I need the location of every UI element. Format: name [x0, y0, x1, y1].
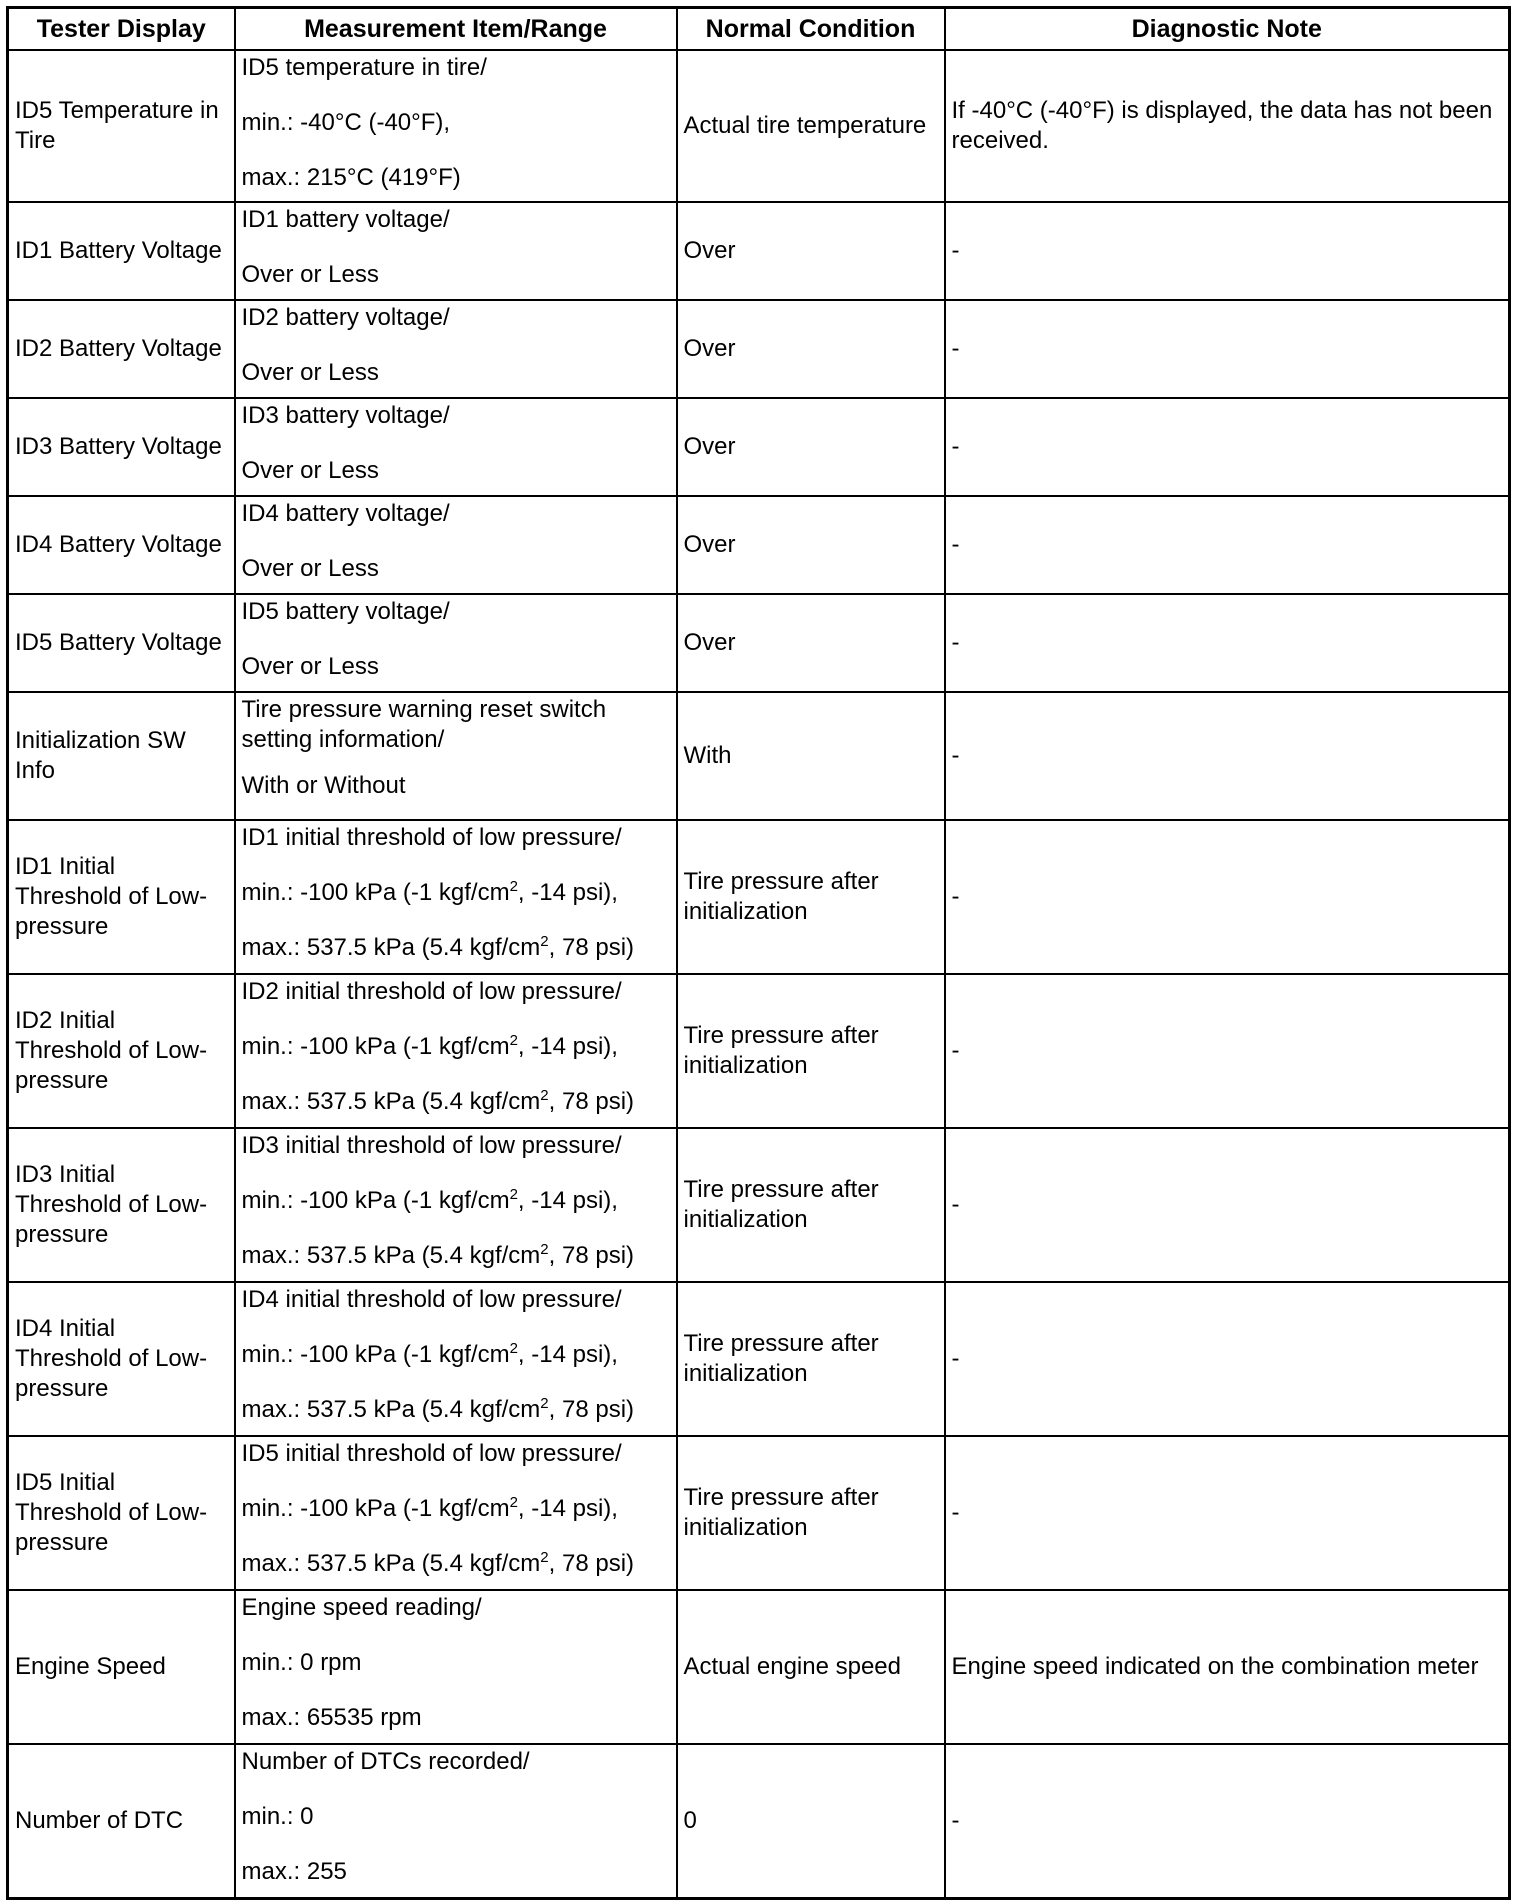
measurement-cell	[235, 692, 677, 820]
measurement-cell	[235, 594, 677, 692]
measurement-cell	[235, 1744, 677, 1899]
measurement-cell	[235, 50, 677, 202]
measurement-range: Over or Less	[241, 653, 379, 680]
measurement-range: Over or Less	[241, 555, 379, 582]
normal-condition-cell: Actual tire temperature	[677, 50, 945, 202]
measurement-cell	[235, 1282, 677, 1436]
tester-display-cell: ID2 Initial Threshold of Low-pressure	[8, 974, 235, 1128]
tester-display-cell: ID4 Initial Threshold of Low-pressure	[8, 1282, 235, 1436]
measurement-min: min.: -100 kPa (-1 kgf/$cm^2$, -14 psi),	[241, 1186, 618, 1214]
measurement-item: ID5 temperature in tire/	[241, 54, 487, 81]
measurement-item: Number of DTCs recorded/	[241, 1748, 530, 1775]
tester-display-cell: ID5 Initial Threshold of Low-pressure	[8, 1436, 235, 1590]
table-row	[8, 974, 1510, 1128]
table-row	[8, 820, 1510, 974]
tester-display-cell: ID1 Battery Voltage	[8, 202, 235, 300]
normal-condition-cell: Tire pressure after initialization	[677, 820, 945, 974]
measurement-cell	[235, 496, 677, 594]
normal-condition-cell: Actual engine speed	[677, 1590, 945, 1744]
measurement-item: ID3 initial threshold of low pressure/	[241, 1132, 622, 1159]
diagnostic-note-cell: -	[945, 1128, 1510, 1282]
table-row	[8, 1590, 1510, 1744]
normal-condition-cell: Tire pressure after initialization	[677, 974, 945, 1128]
table-row	[8, 692, 1510, 820]
tester-display-cell: Number of DTC	[8, 1744, 235, 1899]
measurement-item: Engine speed reading/	[241, 1594, 482, 1621]
measurement-cell	[235, 1436, 677, 1590]
diagnostic-note-cell: -	[945, 496, 1510, 594]
measurement-item: ID5 initial threshold of low pressure/	[241, 1440, 622, 1467]
tester-display-cell: ID2 Battery Voltage	[8, 300, 235, 398]
measurement-item: ID3 battery voltage/	[241, 402, 450, 429]
normal-condition-cell: Over	[677, 398, 945, 496]
measurement-min: min.: -100 kPa (-1 kgf/$cm^2$, -14 psi),	[241, 1340, 618, 1368]
measurement-range: With or Without	[241, 772, 406, 799]
measurement-range: Over or Less	[241, 457, 379, 484]
tester-display-cell: ID5 Temperature in Tire	[8, 50, 235, 202]
header-row	[8, 8, 1510, 51]
normal-condition-cell: 0	[677, 1744, 945, 1899]
table-row	[8, 1282, 1510, 1436]
measurement-item: Tire pressure warning reset switch setting information/	[241, 696, 607, 753]
normal-condition-cell: Tire pressure after initialization	[677, 1282, 945, 1436]
diagnostic-note-cell: -	[945, 1436, 1510, 1590]
measurement-max: max.: 537.5 kPa (5.4 kgf/$cm^2$, 78 psi)	[241, 1395, 635, 1423]
measurement-range: Over or Less	[241, 261, 379, 288]
table-row	[8, 398, 1510, 496]
measurement-item: ID1 battery voltage/	[241, 206, 450, 233]
normal-condition-cell: With	[677, 692, 945, 820]
diagnostic-note-cell: -	[945, 1282, 1510, 1436]
diagnostic-note-cell: -	[945, 692, 1510, 820]
table-row	[8, 1128, 1510, 1282]
tester-display-cell: ID3 Battery Voltage	[8, 398, 235, 496]
tester-display-cell: Engine Speed	[8, 1590, 235, 1744]
normal-condition-cell: Tire pressure after initialization	[677, 1128, 945, 1282]
header-normal-condition: Normal Condition	[677, 8, 945, 51]
diagnostic-note-cell: -	[945, 594, 1510, 692]
measurement-max: max.: 255	[241, 1858, 347, 1885]
measurement-min: min.: 0	[241, 1803, 314, 1830]
tester-display-cell: ID5 Battery Voltage	[8, 594, 235, 692]
measurement-min: min.: -100 kPa (-1 kgf/$cm^2$, -14 psi),	[241, 878, 618, 906]
measurement-max: max.: 537.5 kPa (5.4 kgf/$cm^2$, 78 psi)	[241, 1549, 635, 1577]
diagnostic-note-cell: -	[945, 202, 1510, 300]
measurement-cell	[235, 1590, 677, 1744]
measurement-item: ID4 battery voltage/	[241, 500, 450, 527]
measurement-item: ID2 initial threshold of low pressure/	[241, 978, 622, 1005]
table-row	[8, 300, 1510, 398]
table-row	[8, 496, 1510, 594]
normal-condition-cell: Tire pressure after initialization	[677, 1436, 945, 1590]
measurement-item: ID4 initial threshold of low pressure/	[241, 1286, 622, 1313]
measurement-max: max.: 215°C (419°F)	[241, 164, 461, 191]
diagnostic-note-cell: -	[945, 820, 1510, 974]
measurement-cell	[235, 1128, 677, 1282]
diagnostic-note-cell: -	[945, 1744, 1510, 1899]
normal-condition-cell: Over	[677, 594, 945, 692]
measurement-min: min.: -100 kPa (-1 kgf/$cm^2$, -14 psi),	[241, 1032, 618, 1060]
header-tester-display: Tester Display	[8, 8, 235, 51]
diagnostic-note-cell: Engine speed indicated on the combination meter	[945, 1590, 1510, 1744]
table-row	[8, 1436, 1510, 1590]
measurement-item: ID1 initial threshold of low pressure/	[241, 824, 622, 851]
diagnostic-note-cell: If -40°C (-40°F) is displayed, the data has not been received.	[945, 50, 1510, 202]
measurement-min: min.: -100 kPa (-1 kgf/$cm^2$, -14 psi),	[241, 1494, 618, 1522]
measurement-cell	[235, 974, 677, 1128]
diagnostic-note-cell: -	[945, 300, 1510, 398]
header-diagnostic-note: Diagnostic Note	[945, 8, 1510, 51]
tester-display-cell: ID3 Initial Threshold of Low-pressure	[8, 1128, 235, 1282]
normal-condition-cell: Over	[677, 496, 945, 594]
measurement-cell	[235, 202, 677, 300]
table-row	[8, 594, 1510, 692]
measurement-item: ID2 battery voltage/	[241, 304, 450, 331]
measurement-cell	[235, 300, 677, 398]
measurement-max: max.: 537.5 kPa (5.4 kgf/$cm^2$, 78 psi)	[241, 1241, 635, 1269]
diagnostic-note-cell: -	[945, 974, 1510, 1128]
measurement-cell	[235, 398, 677, 496]
measurement-cell	[235, 820, 677, 974]
measurement-range: Over or Less	[241, 359, 379, 386]
table-row	[8, 202, 1510, 300]
measurement-min: min.: -40°C (-40°F),	[241, 109, 451, 136]
normal-condition-cell: Over	[677, 300, 945, 398]
tester-display-cell: Initialization SW Info	[8, 692, 235, 820]
data-list-table	[6, 6, 1511, 1900]
tester-display-cell: ID4 Battery Voltage	[8, 496, 235, 594]
measurement-min: min.: 0 rpm	[241, 1649, 362, 1676]
header-measurement-item-range: Measurement Item/Range	[235, 8, 677, 51]
normal-condition-cell: Over	[677, 202, 945, 300]
measurement-max: max.: 537.5 kPa (5.4 kgf/$cm^2$, 78 psi)	[241, 933, 635, 961]
table-row	[8, 50, 1510, 202]
tester-display-cell: ID1 Initial Threshold of Low-pressure	[8, 820, 235, 974]
measurement-max: max.: 537.5 kPa (5.4 kgf/$cm^2$, 78 psi)	[241, 1087, 635, 1115]
measurement-item: ID5 battery voltage/	[241, 598, 450, 625]
measurement-max: max.: 65535 rpm	[241, 1704, 422, 1731]
table-row	[8, 1744, 1510, 1899]
diagnostic-note-cell: -	[945, 398, 1510, 496]
